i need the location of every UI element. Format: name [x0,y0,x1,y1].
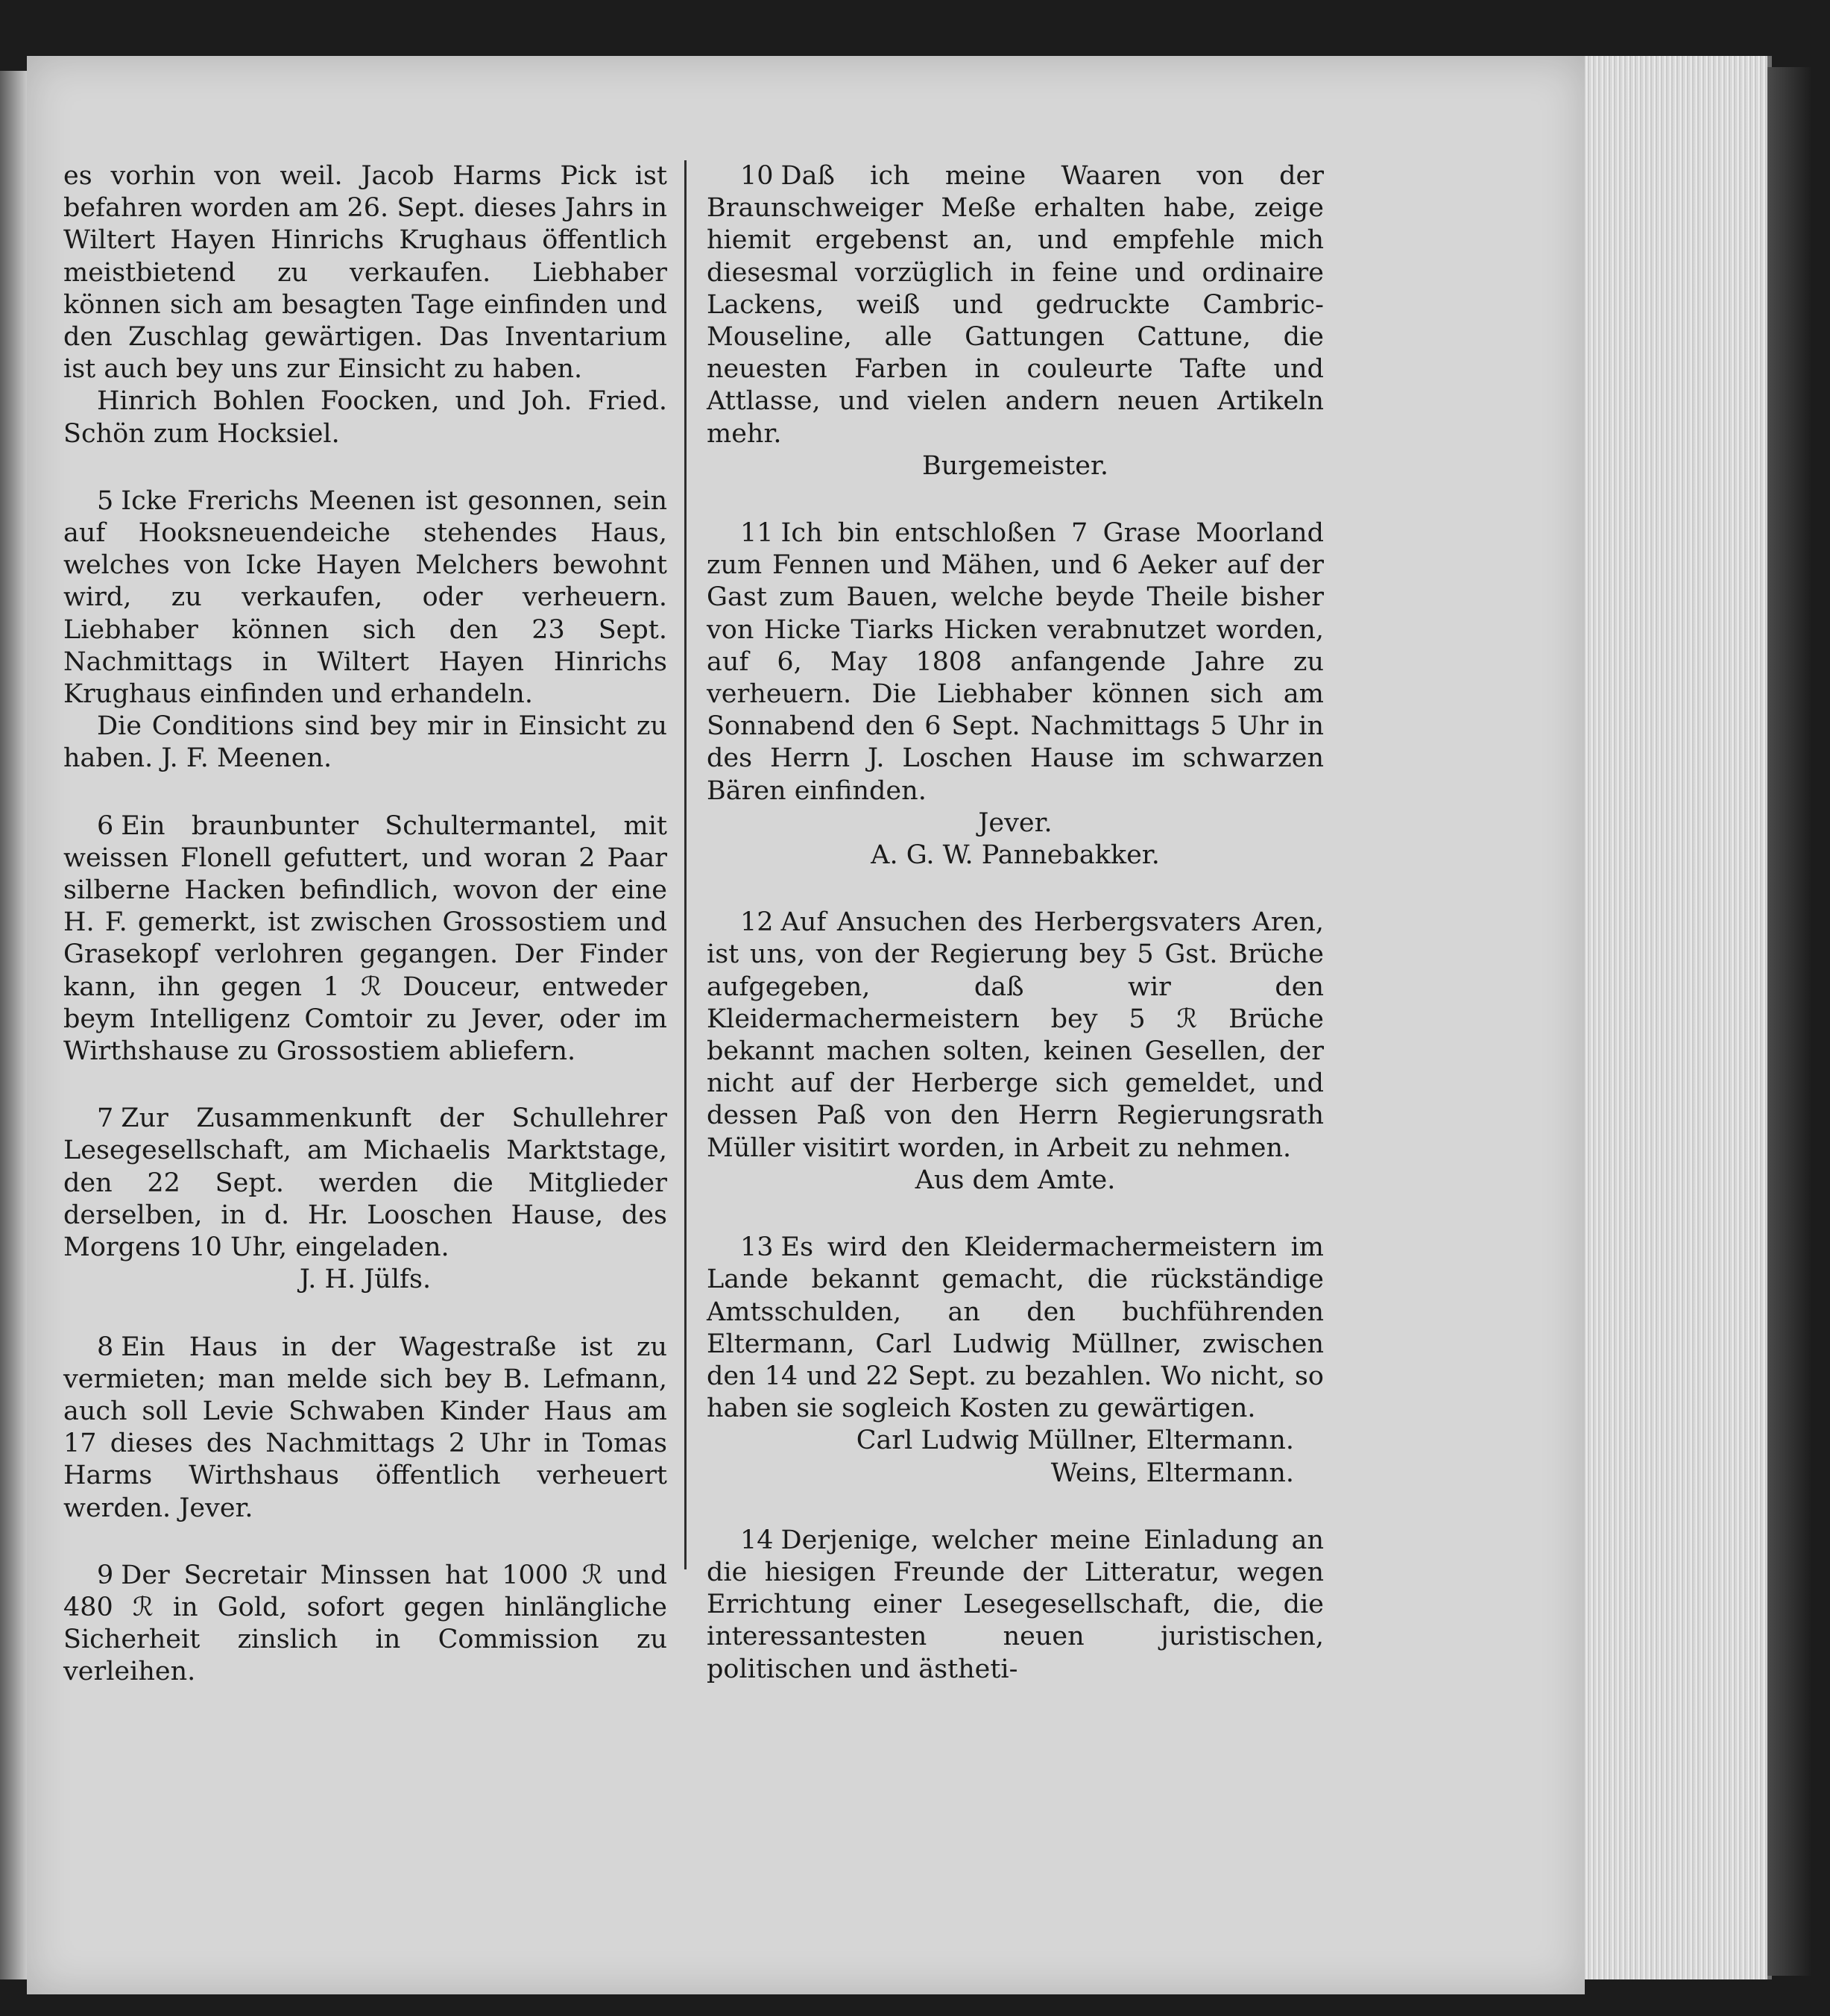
book-edge-shadow [1767,67,1812,1976]
notice-number: 6 [97,810,114,841]
notice-5 [63,485,667,775]
notice-body: Zur Zusammenkunft der Schullehrer Lesegesellschaft, am Michaelis Marktstage, den 22 Sept. werden die Mitglieder derselben, in d. Hr. Looschen Hause, des Morgens 10 Uhr, eingeladen. [63,1103,667,1263]
notice-text [707,907,1324,1165]
notice-signature-1: Carl Ludwig Müllner, Eltermann. [856,1426,1294,1456]
notice-number: 11 [740,518,774,549]
notice-number: 7 [97,1103,114,1134]
notice-body: Ein braunbunter Schultermantel, mit weissen Flonell gefuttert, und woran 2 Paar silberne Hacken befindlich, wovon der eine H. F. gemerkt, ist zwischen Grossostiem und Grasekopf verlohren gegangen. Der Finder kann, ihn gegen 1 ℛ Douceur, entweder beym Intelligenz Comtoir zu Jever, oder im Wirthshause zu Grossostiem abliefern. [63,810,667,1067]
notice-number: 13 [740,1232,774,1263]
notice-text [63,810,667,1068]
notice-signature-2: Weins, Eltermann. [1050,1458,1294,1488]
notice-body: Der Secretair Minssen hat 1000 ℛ und 480 ℛ in Gold, sofort gegen hinlängliche Sicherheit zinslich in Commission zu verleihen. [63,1560,667,1687]
notice-text [63,1332,667,1525]
notice-signature: J. H. Jülfs. [299,1264,432,1295]
notice-body: Icke Frerichs Meenen ist gesonnen, sein auf Hooksneuendeiche stehendes Haus, welches von Icke Hayen Melchers bewohnt wird, zu verkaufen, oder verheuern. Liebhaber können sich den 23 Sept. Nachmittags in Wiltert Hayen Hinrichs Krughaus einfinden und erhandeln. [63,485,667,710]
previous-page-edge [0,71,27,1979]
notice-body: Daß ich meine Waaren von der Braunschweiger Meße erhalten habe, zeige hiemit ergebenst an, und empfehle mich diesesmal vorzüglich in feine und ordinaire Lackens, weiß und gedruckte Cambric-Mouseline, alle Gattungen Cattune, die neuesten Farben in couleurte Tafte und Attlasse, und vielen andern neuen Artikeln mehr. [707,161,1324,449]
notice-12 [707,907,1324,1197]
notice-body-2: Die Conditions sind bey mir in Einsicht zu haben. [63,711,667,774]
notice-signature: J. F. Meenen. [161,743,332,774]
notice-text [63,1103,667,1264]
right-column [707,160,1324,1721]
notice-8 [63,1332,667,1525]
notice-text [707,1525,1324,1686]
notice-signature: Hinrich Bohlen Foocken, und Joh. Fried. Schön zum Hocksiel. [63,386,667,449]
notice-13 [707,1232,1324,1490]
notice-9 [63,1560,667,1689]
notice-6 [63,810,667,1068]
notice-body: Es wird den Kleidermachermeistern im Lande bekannt gemacht, die rückständige Amtsschulden, an den buchführenden Eltermann, Carl Ludwig Müllner, zwischen den 14 und 22 Sept. zu bezahlen. Wo nicht, so haben sie sogleich Kosten zu gewärtigen. [707,1232,1324,1424]
notice-text [707,160,1324,450]
notice-place: Jever. [978,807,1053,838]
notice-text [707,1232,1324,1425]
notice-14 [707,1525,1324,1686]
column-divider [684,160,687,1569]
left-column [63,160,667,1724]
notice-number: 9 [97,1560,114,1590]
notice-number: 14 [740,1525,774,1555]
notice-body: Ein Haus in der Wagestraße ist zu vermieten; man melde sich bey B. Lefmann, auch soll Levie Schwaben Kinder Haus am 17 dieses des Nachmittags 2 Uhr in Tomas Harms Wirthshaus öffentlich verheuert werden. Jever. [63,1332,667,1523]
notice-number: 10 [740,161,774,191]
notice-signature: Aus dem Amte. [915,1165,1116,1195]
notice-text [63,485,667,711]
notice-11 [707,517,1324,872]
notice-7 [63,1103,667,1296]
notice-body: Derjenige, welcher meine Einladung an die hiesigen Freunde der Litteratur, wegen Errichtung einer Lesegesellschaft, die, die interessantesten neuen juristischen, politischen und ästheti- [707,1525,1324,1684]
notice-number: 8 [97,1332,114,1362]
notice-10 [707,160,1324,482]
notice-number: 5 [97,485,114,516]
book-page-edges [1585,56,1772,1979]
notice-signature: A. G. W. Pannebakker. [871,840,1160,871]
notice-number: 12 [740,907,774,938]
notice-body: Auf Ansuchen des Herbergsvaters Aren, ist uns, von der Regierung bey 5 Gst. Brüche aufgegeben, daß wir den Kleidermachermeistern bey 5 ℛ Brüche bekannt machen solten, keinen Gesellen, der nicht auf der Herberge sich gemeldet, und dessen Paß von den Herrn Regierungsrath Müller visitirt worden, in Arbeit zu nehmen. [707,907,1324,1163]
notice-text [707,517,1324,807]
notice-continuation [63,160,667,450]
notice-signature: Burgemeister. [922,450,1108,481]
notice-text [63,1560,667,1689]
notice-text-2 [63,711,667,775]
notice-body: Ich bin entschloßen 7 Grase Moorland zum Fennen und Mähen, und 6 Aeker auf der Gast zum Bauen, welche beyde Theile bisher von Hicke Tiarks Hicken verabnutzet worden, auf 6, May 1808 anfangende Jahre zu verheuern. Die Liebhaber können sich am Sonnabend den 6 Sept. Nachmittags 5 Uhr in des Herrn J. Loschen Hause im schwarzen Bären einfinden. [707,518,1324,806]
notice-text: es vorhin von weil. Jacob Harms Pick ist befahren worden am 26. Sept. dieses Jahrs in Wiltert Hayen Hinrichs Krughaus öffentlich meistbietend zu verkaufen. Liebhaber können sich am besagten Tage einfinden und den Zuschlag gewärtigen. Das Inventarium ist auch bey uns zur Einsicht zu haben. [63,161,667,385]
